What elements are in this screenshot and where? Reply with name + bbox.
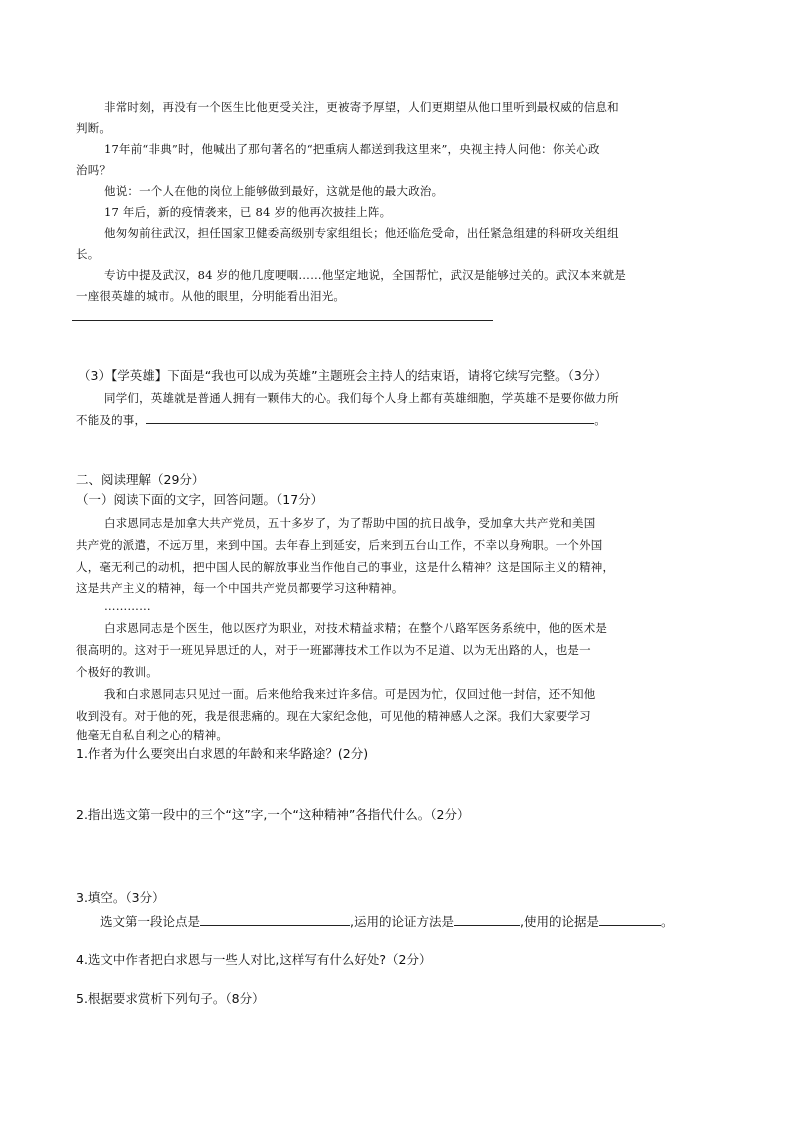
question-3-fill-row bbox=[100, 913, 674, 930]
question-3: 3.填空。（3分） bbox=[76, 890, 165, 905]
fill-text: ,使用的论据是 bbox=[520, 914, 599, 929]
reading-line: 白求恩同志是加拿大共产党员，五十多岁了，为了帮助中国的抗日战争，受加拿大共产党和美国 bbox=[104, 516, 596, 530]
fill-text: ,运用的论证方法是 bbox=[350, 914, 454, 929]
question-5: 5.根据要求赏析下列句子。（8分） bbox=[76, 991, 265, 1006]
question-3-answer-row bbox=[76, 411, 606, 428]
question-3-end: 。 bbox=[594, 413, 606, 427]
passage-line: 他匆匆前往武汉，担任国家卫健委高级别专家组组长；他还临危受命，出任紧急组建的科研攻关组组 bbox=[104, 226, 619, 240]
question-1: 1.作者为什么要突出白求恩的年龄和来华路途？(2分) bbox=[76, 746, 369, 761]
reading-line: 收到没有。对于他的死，我是很悲痛的。现在大家纪念他，可见他的精神感人之深。我们大家要学习 bbox=[76, 709, 591, 723]
question-3-text: 同学们，英雄就是普通人拥有一颗伟大的心。我们每个人身上都有英雄细胞，学英雄不是要你做力所 bbox=[104, 391, 619, 405]
passage-line: 长。 bbox=[76, 247, 100, 261]
fill-text: 。 bbox=[660, 914, 674, 929]
reading-ellipsis: ………… bbox=[104, 599, 151, 613]
reading-line: 白求恩同志是个医生，他以医疗为职业，对技术精益求精；在整个八路军医务系统中，他的医术是 bbox=[104, 621, 608, 635]
passage-line: 一座很英雄的城市。从他的眼里，分明能看出泪光。 bbox=[76, 289, 346, 303]
answer-blank[interactable] bbox=[146, 411, 594, 424]
answer-blank-thesis[interactable] bbox=[200, 913, 350, 926]
question-2: 2.指出选文第一段中的三个“这”字,一个“这种精神”各指代什么。（2分） bbox=[76, 807, 470, 822]
answer-line[interactable] bbox=[72, 320, 493, 321]
question-3-text: 不能及的事， bbox=[76, 413, 147, 427]
reading-line: 共产党的派遣，不远万里，来到中国。去年春上到延安，后来到五台山工作，不幸以身殉职。一个外国 bbox=[76, 538, 603, 552]
passage-line: 他说：一个人在他的岗位上能够做到最好，这就是他的最大政治。 bbox=[104, 184, 444, 198]
subsection-title: （一）阅读下面的文字，回答问题。（17分） bbox=[76, 492, 324, 507]
passage-line: 治吗？ bbox=[76, 163, 112, 177]
fill-text: 选文第一段论点是 bbox=[100, 914, 201, 929]
reading-line: 很高明的。这对于一班见异思迁的人，对于一班鄙薄技术工作以为不足道、以为无出路的人，也是一 bbox=[76, 643, 591, 657]
passage-line: 专访中提及武汉，84 岁的他几度哽咽……他坚定地说，全国帮忙，武汉是能够过关的。武汉本来就是 bbox=[104, 268, 626, 282]
answer-blank-method[interactable] bbox=[454, 913, 520, 926]
passage-line: 非常时刻，再没有一个医生比他更受关注，更被寄予厚望，人们更期望从他口里听到最权威的信息和 bbox=[104, 100, 619, 114]
passage-line: 17年前“非典”时，他喊出了那句著名的“把重病人都送到我这里来”，央视主持人问他：你关心政 bbox=[104, 142, 600, 156]
section-title: 二、阅读理解（29分） bbox=[76, 472, 205, 487]
reading-line: 人，毫无利己的动机，把中国人民的解放事业当作他自己的事业，这是什么精神？这是国际主义的精神， bbox=[76, 560, 615, 574]
passage-line: 17 年后，新的疫情袭来，已 84 岁的他再次披挂上阵。 bbox=[104, 205, 392, 219]
reading-line: 我和白求恩同志只见过一面。后来他给我来过许多信。可是因为忙，仅回过他一封信，还不知他 bbox=[104, 687, 596, 701]
passage-line: 判断。 bbox=[76, 121, 112, 135]
question-4: 4.选文中作者把白求恩与一些人对比,这样写有什么好处?（2分） bbox=[76, 952, 432, 967]
reading-line: 个极好的教训。 bbox=[76, 665, 158, 679]
reading-line: 这是共产主义的精神，每一个中国共产党员都要学习这种精神。 bbox=[76, 581, 404, 595]
reading-line: 他毫无自私自利之心的精神。 bbox=[76, 728, 229, 742]
question-3-heading: （3）【学英雄】下面是“我也可以成为英雄”主题班会主持人的结束语，请将它续写完整。（3分） bbox=[78, 368, 607, 383]
answer-blank-evidence[interactable] bbox=[599, 913, 661, 926]
